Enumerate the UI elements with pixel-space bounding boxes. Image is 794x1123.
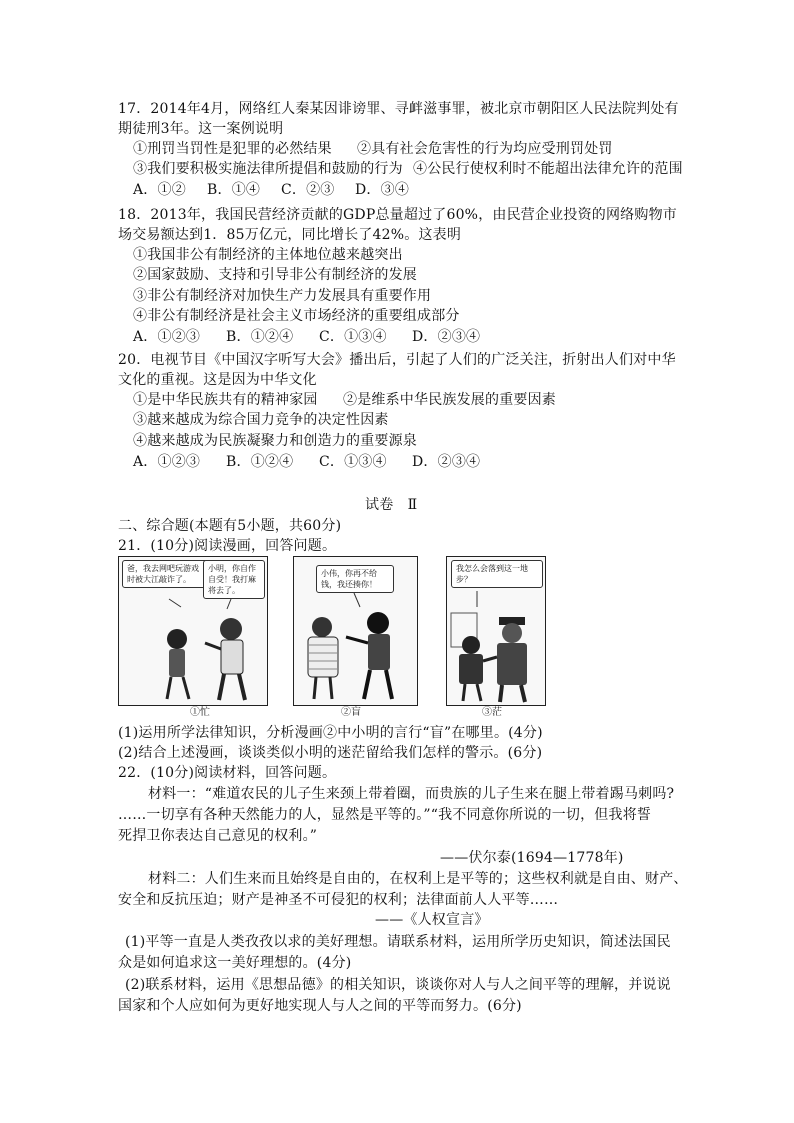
q17-choices: [133, 180, 409, 200]
comic-caption-2: ②盲: [341, 707, 361, 718]
q21-stem: 21．(10分)阅读漫画，回答问题。: [118, 538, 337, 554]
q20-choices: [133, 452, 480, 472]
q17-choice-d: D．③④: [355, 182, 410, 198]
q18-option-1: ①我国非公有制经济的主体地位越来越突出: [133, 247, 403, 263]
q18-choice-b: B．①②④: [226, 329, 294, 345]
q22-material1-line2: ……一切享有各种天然能力的人，显然是平等的。”“我不同意你所说的一切，但我将誓: [118, 807, 652, 823]
comic-panel-1: [118, 556, 268, 706]
q20-choice-a: A．①②③: [133, 454, 201, 470]
q17-choice-a: A．①②: [133, 182, 186, 198]
q18-stem-line1: 18．2013年，我国民营经济贡献的GDP总量超过了60%，由民营企业投资的网络购物市: [118, 207, 677, 223]
q20-option-3: ③越来越成为综合国力竞争的决定性因素: [133, 412, 389, 428]
q20-choice-b: B．①②④: [226, 454, 294, 470]
q18-stem-line2: 场交易额达到1．85万亿元，同比增长了42%。这表明: [118, 227, 462, 243]
q18-choice-d: D．②③④: [412, 329, 481, 345]
q20-option-4: ④越来越成为民族凝聚力和创造力的重要源泉: [133, 433, 417, 449]
q20-choice-c: C．①③④: [319, 454, 387, 470]
q17-choice-b: B．①④: [207, 182, 261, 198]
q17-stem-line2: 期徒刑3年。这一案例说明: [118, 121, 284, 137]
comic-caption-1: ①忙: [190, 707, 210, 718]
panel1-father-bubble: 小明，你自作自受！我打麻将去了。: [203, 560, 265, 599]
q21-sub1: (1)运用所学法律知识，分析漫画②中小明的言行“盲”在哪里。(4分): [118, 725, 543, 741]
q17-option-1: ①刑罚当罚性是犯罪的必然结果: [133, 141, 332, 157]
q22-material2-line2: 安全和反抗压迫；财产是神圣不可侵犯的权利；法律面前人人平等……: [118, 892, 559, 908]
comic-caption-3: ③茫: [482, 707, 502, 718]
q20-option-1: ①是中华民族共有的精神家园: [133, 392, 318, 408]
q20-option-2: ②是维系中华民族发展的重要因素: [343, 392, 556, 408]
q20-choice-d: D．②③④: [412, 454, 481, 470]
panel1-illustration: [119, 557, 267, 705]
panel3-illustration: [447, 557, 545, 705]
q22-material1-line3: 死捍卫你表达自己意见的权利。”: [118, 828, 318, 844]
q17-option-4: ④公民行使权利时不能超出法律允许的范围: [413, 161, 683, 177]
q22-sub1-line2: 众是如何追求这一美好理想的。(4分): [118, 955, 352, 971]
q17-stem-line1: 17．2014年4月，网络红人秦某因诽谤罪、寻衅滋事罪，被北京市朝阳区人民法院判处有: [118, 101, 679, 117]
q22-material2-source: ——《人权宣言》: [375, 912, 489, 928]
q22-material2-line1: 材料二：人们生来而且始终是自由的，在权利上是平等的；这些权利就是自由、财产、: [148, 871, 688, 887]
q20-stem-line2: 文化的重视。这是因为中华文化: [118, 372, 317, 388]
section2-heading: 二、综合题(本题有5小题，共60分): [118, 518, 342, 534]
q22-sub1-line1: (1)平等一直是人类孜孜以求的美好理想。请联系材料，运用所学历史知识，简述法国民: [125, 934, 671, 950]
q22-sub2-line1: (2)联系材料，运用《思想品德》的相关知识，谈谈你对人与人之间平等的理解，并说说: [125, 977, 671, 993]
paper2-title: 试卷 Ⅱ: [365, 497, 418, 513]
q18-option-4: ④非公有制经济是社会主义市场经济的重要组成部分: [133, 308, 460, 324]
q22-material1-source: ——伏尔泰(1694—1778年): [440, 850, 624, 866]
q20-stem-line1: 20．电视节目《中国汉字听写大会》播出后，引起了人们的广泛关注，折射出人们对中华: [118, 352, 676, 368]
q18-option-3: ③非公有制经济对加快生产力发展具有重要作用: [133, 288, 432, 304]
q22-stem: 22．(10分)阅读材料，回答问题。: [118, 765, 337, 781]
q18-choice-c: C．①③④: [319, 329, 387, 345]
q17-option-2: ②具有社会危害性的行为均应受刑罚处罚: [357, 141, 613, 157]
comic-panel-2: [293, 556, 418, 706]
q21-sub2: (2)结合上述漫画，谈谈类似小明的迷茫留给我们怎样的警示。(6分): [118, 745, 543, 761]
panel3-bubble: 我怎么会落到这一地步？: [451, 560, 543, 588]
panel2-illustration: [294, 557, 417, 705]
q22-sub2-line2: 国家和个人应如何为更好地实现人与人之间的平等而努力。(6分): [118, 998, 522, 1014]
q17-option-3: ③我们要积极实施法律所提倡和鼓励的行为: [133, 161, 403, 177]
q18-option-2: ②国家鼓励、支持和引导非公有制经济的发展: [133, 267, 417, 283]
q22-material1-line1: 材料一：“难道农民的儿子生来颈上带着圈，而贵族的儿子生来在腿上带着踢马刺吗?: [148, 786, 675, 802]
q17-choice-c: C．②③: [281, 182, 335, 198]
panel1-son-bubble: 爸，我去网吧玩游戏时被大江敲诈了。: [122, 560, 208, 588]
panel2-bubble: 小伟，你再不给钱，我还揍你！: [316, 565, 394, 593]
comic-panel-3: [446, 556, 546, 706]
q18-choices: [133, 327, 480, 347]
q18-choice-a: A．①②③: [133, 329, 201, 345]
